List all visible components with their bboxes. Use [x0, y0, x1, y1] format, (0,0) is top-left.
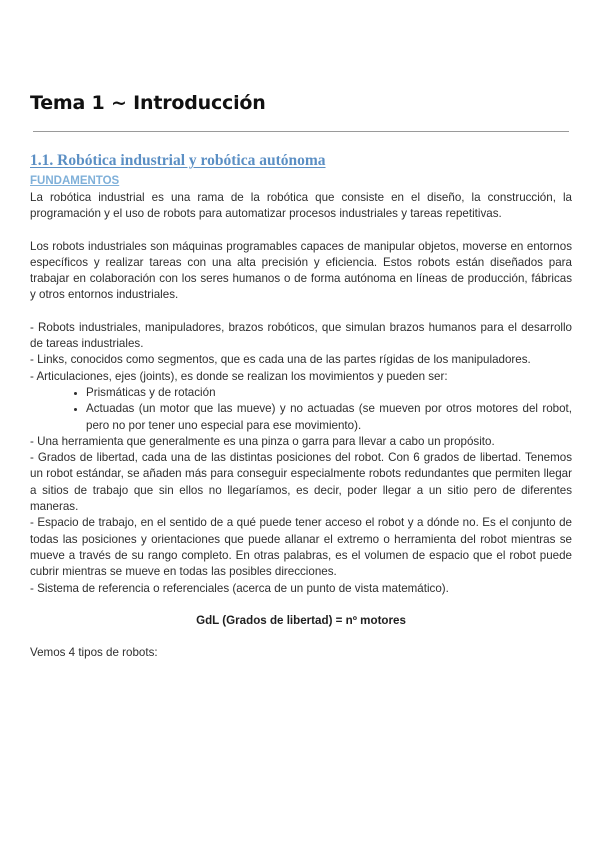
paragraph-gap [30, 629, 572, 645]
paragraph-robots-industriales: Los robots industriales son máquinas programables capaces de manipular objetos, moverse en entornos específicos y realizar tareas con una alta precisión y eficiencia. Estos robots están diseñados para trabajar en colaboración con los seres humanos o de forma autónoma en líneas de producción, fábricas y otros entornos industriales. [30, 239, 572, 302]
paragraph-definition: La robótica industrial es una rama de la robótica que consiste en el diseño, la construcción, la programación y el uso de robots para automatizar procesos industriales y tareas repetitivas. [30, 191, 572, 221]
page-title: Tema 1 ~ Introducción [30, 92, 266, 114]
list-item-espacio-trabajo: - Espacio de trabajo, en el sentido de a qué puede tener acceso el robot y a dónde no. Es el conjunto de todas las posiciones y orientaciones que puede allanar el extremo o herramienta del robot mientras se mueve a través de su rango completo. En otras palabras, es el volumen de espacio que el robot puede cubrir mientras se mueve en todas las posibles direcciones. [30, 516, 572, 579]
bullet-item: • Prismáticas y de rotación [86, 385, 572, 401]
title-divider [33, 131, 569, 132]
paragraph-gap [30, 304, 572, 320]
list-item-links: - Links, conocidos como segmentos, que es cada una de las partes rígidas de los manipuladores. [30, 353, 531, 367]
document-body [30, 190, 572, 661]
list-item-herramienta: - Una herramienta que generalmente es una pinza o garra para llevar a cabo un propósito. [30, 434, 495, 448]
list-item-sistema-referencia: - Sistema de referencia o referenciales (acerca de un punto de vista matemático). [30, 581, 449, 595]
list-item-robots: - Robots industriales, manipuladores, brazos robóticos, que simulan brazos humanos para el desarrollo de tareas industriales. [30, 320, 572, 351]
paragraph-gap [30, 223, 572, 239]
section-heading[interactable]: 1.1. Robótica industrial y robótica autónoma [30, 152, 326, 169]
subheading-fundamentos[interactable]: FUNDAMENTOS [30, 175, 120, 187]
formula-gdl: GdL (Grados de libertad) = nº motores [196, 613, 406, 627]
list-item-grados-libertad: - Grados de libertad, cada una de las distintas posiciones del robot. Con 6 grados de libertad. Tenemos un robot estándar, se añaden más para conseguir especialmente robots redundantes que permiten llegar a sitios de trabajo que sin ellos no llegaríamos, es decir, poder llegar a un sitio pero de diferentes maneras. [30, 451, 572, 514]
paragraph-tipos-robots: Vemos 4 tipos de robots: [30, 646, 158, 660]
bullet-item: • Actuadas (un motor que las mueve) y no actuadas (se mueven por otros motores del robot, pero no por tener uno especial para ese movimiento). [86, 401, 572, 434]
articulaciones-bullet-list [30, 385, 572, 434]
list-item-articulaciones: - Articulaciones, ejes (joints), es donde se realizan los movimientos y pueden ser: [30, 369, 448, 383]
paragraph-gap [30, 597, 572, 613]
